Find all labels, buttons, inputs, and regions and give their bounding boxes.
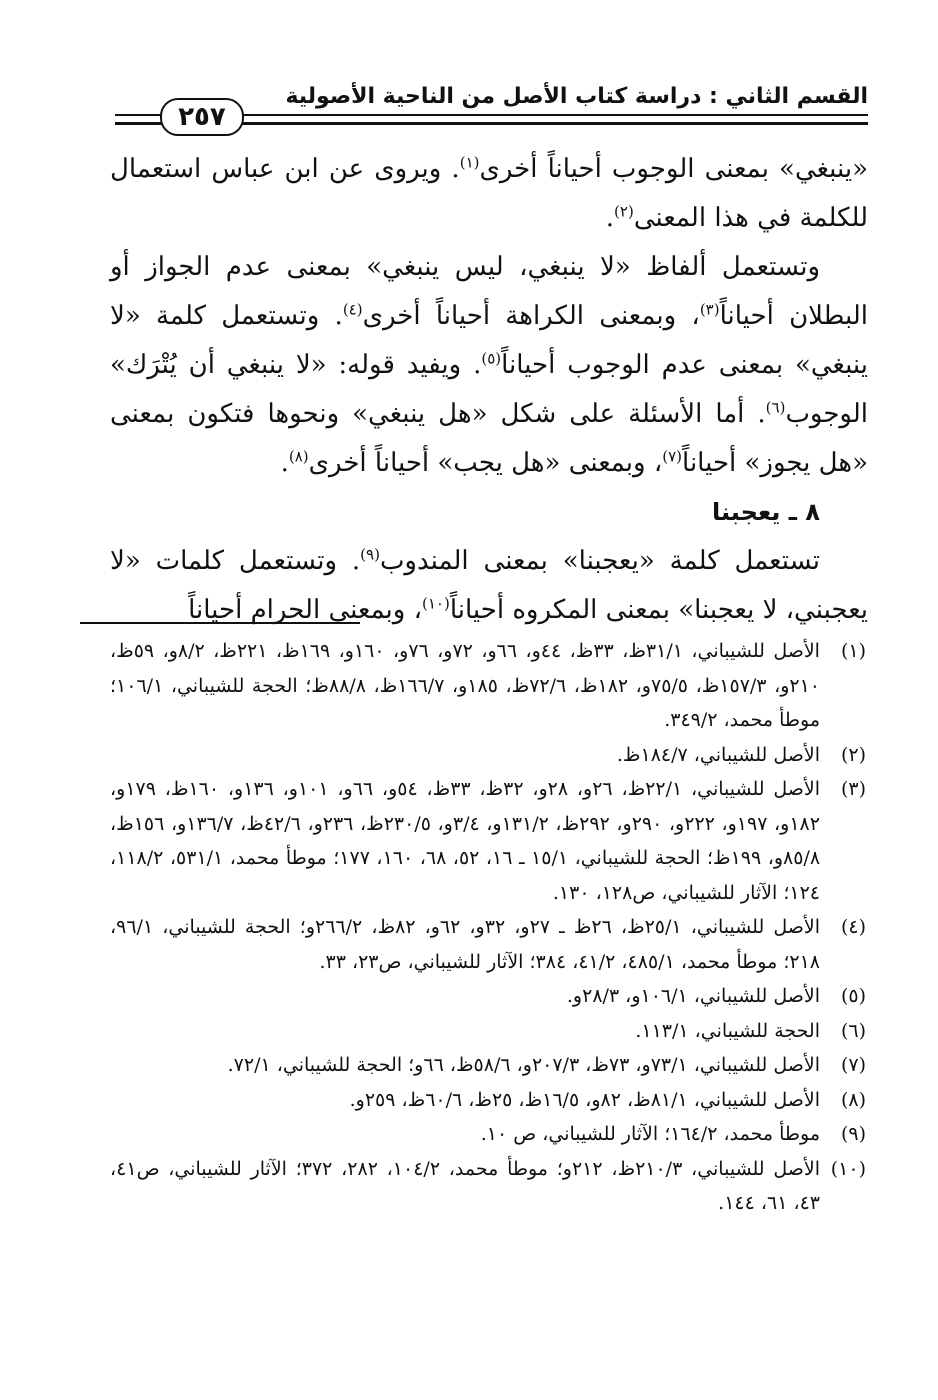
footnote: [110, 1152, 866, 1221]
footnote-number: (١): [840, 640, 866, 662]
footnote: [110, 772, 866, 910]
footnote: [110, 1083, 866, 1118]
paragraph-text: «ينبغي» بمعنى الوجوب أحياناً أخرى: [479, 154, 868, 184]
paragraph-text: ، وبمعنى «هل يجب» أحياناً أخرى: [308, 448, 663, 478]
footnote: [110, 738, 866, 773]
footnote-ref: (٤): [342, 300, 363, 319]
footnotes: [110, 634, 866, 1221]
page-number: ٢٥٧: [160, 98, 244, 136]
footnote: [110, 910, 866, 979]
footnote-ref: (١): [459, 153, 480, 172]
paragraph-text: ، وبمعنى الحرام أحياناً: [188, 595, 422, 625]
footnote: [110, 979, 866, 1014]
footnote-number: (٣): [840, 778, 866, 800]
footnote-text: الأصل للشيباني، ٨١/١ظ، ٨٢و، ١٦/٥ظ، ٢٥ظ، ٦٠/٦ظ، ٢٥٩و.: [349, 1088, 820, 1111]
footnote-ref: (٧): [662, 447, 683, 466]
paragraph-text: . وتستعمل كلمة «لا ينبغي» بمعنى عدم الوجوب أحياناً: [110, 301, 868, 380]
footnote-number: (٤): [840, 916, 866, 938]
footnote-number: (٨): [840, 1088, 866, 1111]
paragraph-text: تستعمل كلمة «يعجبنا» بمعنى المندوب: [379, 546, 821, 576]
footnote-separator: [80, 622, 360, 624]
footnote-number: (٦): [840, 1019, 866, 1042]
paragraph-text: . ويروى عن ابن عباس استعمال للكلمة في هذا المعنى: [110, 154, 868, 233]
paragraph-text: .: [280, 448, 289, 478]
footnote-ref: (٦): [765, 398, 786, 417]
footnote-number: (١٠): [830, 1157, 866, 1180]
footnote-number: (٢): [840, 743, 866, 766]
footnote-number: (٩): [840, 1123, 866, 1145]
footnote-ref: (١٠): [421, 594, 450, 613]
running-title: القسم الثاني : دراسة كتاب الأصل من الناحية الأصولية: [285, 84, 868, 109]
paragraph-text: وتستعمل ألفاظ «لا ينبغي، ليس ينبغي» بمعنى عدم الجواز أو البطلان أحياناً: [110, 252, 868, 331]
paragraph-2: [110, 243, 868, 488]
footnote-number: (٧): [840, 1054, 866, 1076]
footnote-ref: (٢): [614, 202, 634, 221]
paragraph-text: .: [605, 203, 615, 233]
paragraph-1: [110, 145, 868, 243]
paragraph-text: . ويفيد قوله: «لا ينبغي أن يُتْرَك» الوجوب: [110, 350, 868, 429]
section-heading: ٨ ـ يعجبنا: [711, 498, 820, 526]
paragraph-text: . أما الأسئلة على شكل «هل ينبغي» ونحوها فتكون بمعنى «هل يجوز» أحياناً: [110, 399, 868, 478]
footnote-text: الأصل للشيباني، ٢١٠/٣ظ، ٢١٢و؛ موطأ محمد، ١٠٤/٢، ٢٨٢، ٣٧٢؛ الآثار للشيباني، ص٤١، ٤٣، ٦١، ١٤٤.: [110, 1157, 820, 1214]
footnote-text: الأصل للشيباني، ٢٢/١ظ، ٢٦و، ٢٨و، ٣٢ظ، ٣٣ظ، ٥٤و، ٦٦و، ١٠١و، ١٣٦و، ١٦٠ظ، ١٧٩و، ١٨٢و، ١٩٧و، ٢٢٢و، ٢٩٠و، ٢٩٢ظ، ١٣١/٢و، ٣/٤و، ٢٣٠/٥ظ، ٢٣٦و، ٤٢/٦ظ، ١٣٦/٧و، ١٥٦ظ، ٨٥/٨و، ١٩٩ظ؛ الحجة للشيباني، ١٥/١ ـ ١٦، ٥٢، ٦٨، ١٦٠، ١٧٧؛ موطأ محمد، ٥٣١/١، ١١٨/٢، ١٢٤؛ الآثار للشيباني، ص١٢٨، ١٣٠.: [110, 778, 821, 904]
footnote-text: موطأ محمد، ١٦٤/٢؛ الآثار للشيباني، ص ١٠.: [480, 1123, 820, 1145]
footnote-number: (٥): [840, 985, 866, 1007]
footnote-ref: (٣): [699, 300, 720, 319]
footnote-text: الأصل للشيباني، ٧٣/١و، ٧٣ظ، ٢٠٧/٣و، ٥٨/٦ظ، ٦٦و؛ الحجة للشيباني، ٧٢/١.: [227, 1054, 820, 1076]
footnote-ref: (٨): [288, 447, 309, 466]
footnote-text: الأصل للشيباني، ٢٥/١ظ، ٢٦ظ ـ ٢٧و، ٣٢و، ٦٢و، ٨٢ظ، ٢٦٦/٢و؛ الحجة للشيباني، ٩٦/١، ٢١٨؛ موطأ محمد، ٤٨٥/١، ٤١/٢، ٣٨٤؛ الآثار للشيباني، ص٢٣، ٣٣.: [110, 916, 821, 973]
footnote: [110, 1048, 866, 1083]
paragraph-3: [110, 537, 868, 635]
footnote: [110, 634, 866, 738]
footnote: [110, 1117, 866, 1152]
footnote-text: الأصل للشيباني، ١٠٦/١و، ٢٨/٣و.: [566, 985, 820, 1007]
footnote-text: الأصل للشيباني، ١٨٤/٧ظ.: [616, 743, 820, 766]
paragraph-text: ، وبمعنى الكراهة أحياناً أخرى: [362, 301, 700, 331]
footnote-text: الحجة للشيباني، ١١٣/١.: [635, 1019, 820, 1042]
footnote-ref: (٥): [481, 349, 502, 368]
footnote-text: الأصل للشيباني، ٣١/١ظ، ٣٣ظ، ٤٤و، ٦٦و، ٧٢و، ٧٦و، ١٦٠و، ١٦٩ظ، ٢٢١ظ، ٨/٢و، ٥٩ظ، ٢١٠و، ١٥٧/٣ظ، ٧٥/٥و، ١٨٢ظ، ٧٢/٦ظ، ١٨٥و، ١٦٦/٧ظ، ٨٨/٨ظ؛ الحجة للشيباني، ١٠٦/١؛ موطأ محمد، ٣٤٩/٢.: [110, 640, 821, 731]
footnote-ref: (٩): [360, 545, 380, 564]
paragraph-text: . وتستعمل كلمات «لا يعجبني، لا يعجبنا» بمعنى المكروه أحياناً: [110, 546, 868, 625]
main-text: [110, 145, 868, 635]
footnote: [110, 1014, 866, 1049]
